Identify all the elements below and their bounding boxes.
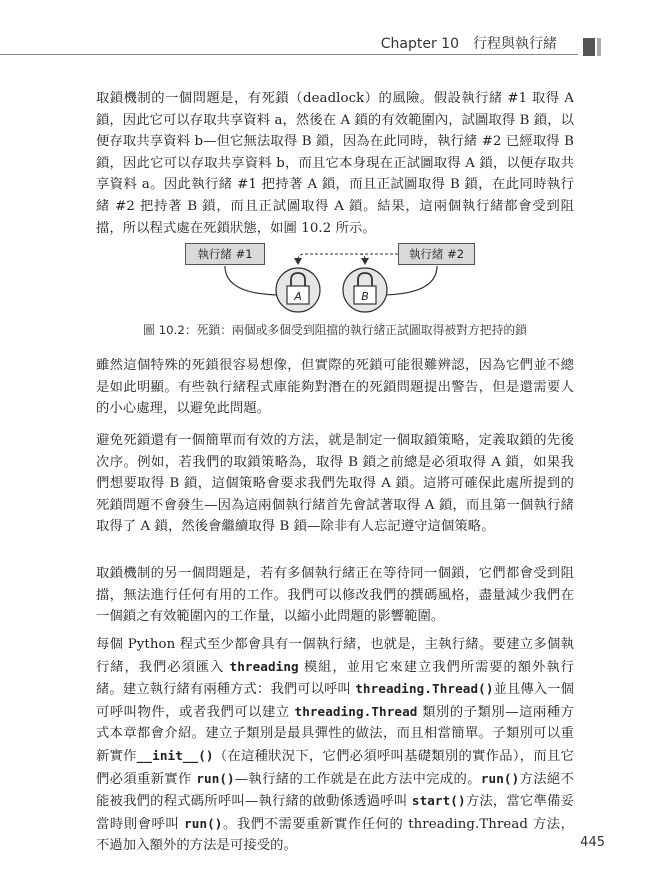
figure-caption: 圖 10.2：死鎖：兩個或多個受到阻擋的執行緒正試圖取得被對方把持的鎖 — [143, 323, 527, 337]
code-threading-module: threading — [229, 658, 299, 674]
lock-b-label: B — [361, 290, 369, 303]
header-rule — [0, 54, 578, 55]
thread-2-box: 執行緒 #2 — [398, 243, 475, 265]
text-run: 模組，並用它來建立我們所需要的額外執行緒。建立執行緒有兩種方式：我們可以呼叫 — [96, 659, 574, 698]
code-start-method: start() — [411, 793, 466, 809]
code-run-method: run() — [480, 770, 520, 786]
text-run: （在這種狀況下，它們必須呼叫基礎類別的實作品），而且它們必須重新實作 — [96, 748, 574, 787]
thread-1-wants-b-arrow — [310, 254, 365, 264]
header-tab-marker — [583, 38, 595, 56]
deadlock-diagram-graphics — [185, 240, 475, 315]
paragraph-lock-contention: 取鎖機制的另一個問題是，若有多個執行緒正在等待同一個鎖，它們都會受到阻擋，無法進行任何有用的工作。我們可以修改我們的撰碼風格，盡量減少我們在一個鎖之有效範圍內的工作量，以縮小此問題的影響範圍。 — [96, 566, 574, 625]
thread-1-box: 執行緒 #1 — [185, 243, 265, 265]
paragraph-deadlock-difficulty: 雖然這個特殊的死鎖很容易想像，但實際的死鎖可能很難辨認，因為它們並不總是如此明顯。有些執行緒程式庫能夠對潛在的死鎖問題提出警告，但是還需要人的小心處理，以避免此問題。 — [96, 358, 574, 417]
chapter-heading: Chapter 10 行程與執行緒 — [380, 36, 557, 52]
header-tab-marker-light — [597, 38, 601, 56]
code-init-method: __init__() — [136, 747, 214, 763]
text-run: 類別的子類別—這兩種方式本章都會介紹。建立子類別是最具彈性的做法，而且相當簡單。子類別可以重新實作 — [96, 704, 574, 764]
code-run-method: run() — [184, 815, 223, 831]
code-threading-thread-class: threading.Thread — [294, 703, 418, 719]
thread-2-wants-a-arrow — [298, 254, 398, 264]
page-number: 445 — [580, 835, 605, 850]
text-run: 每個 Python 程式至少都會具有一個執行緒，也就是，主執行緒。要建立多個執行緒，我們必須匯入 — [96, 637, 574, 675]
text-run: —執行緒的工作就是在此方法中完成的。 — [234, 771, 481, 787]
text-run: 。我們不需要重新實作任何的 threading.Thread 方法，不過加入額外的方法是可接受的。 — [96, 816, 574, 854]
text-run: 方法，當它準備妥當時則會呼叫 — [96, 794, 574, 832]
text-run: 方法絕不能被我們的程式碼所呼叫—執行緒的啟動係透過呼叫 — [96, 771, 574, 810]
lock-a-label: A — [294, 290, 302, 303]
thread-1-holds-a-curve — [225, 266, 283, 295]
paragraph-lock-policy: 避免死鎖還有一個簡單而有效的方法，就是制定一個取鎖策略，定義取鎖的先後次序。例如，若我們的取鎖策略為，取得 B 鎖之前總是必須取得 A 鎖，如果我們想要取得 B 鎖，這個策略會要求我們先取得 A 鎖。這將可確保此處所提到的死鎖問題不會發生—因為這兩個執行緒首先會試著取得 A 鎖，而且第一個執行緒取得了 A 鎖，然後會繼續取得 B 鎖—除非有人忘記遵守這個策略。 — [96, 433, 574, 535]
thread-2-holds-b-curve — [379, 266, 437, 295]
code-threading-thread-call: threading.Thread() — [355, 681, 494, 697]
deadlock-diagram — [185, 240, 475, 315]
paragraph-python-threading — [96, 634, 574, 857]
code-run-method: run() — [196, 770, 235, 786]
paragraph-deadlock-intro: 取鎖機制的一個問題是，有死鎖（deadlock）的風險。假設執行緒 #1 取得 A 鎖，因此它可以存取共享資料 a，然後在 A 鎖的有效範圍內，試圖取得 B 鎖，以便存取共享資料 b—但它無法取得 B 鎖，因為在此同時，執行緒 #2 已經取得 B 鎖，因此它可以存取共享資料 b，而且它本身現在正試圖取得 A 鎖，以便存取共享資料 a。因此執行緒 #1 把持著 A 鎖，而且正試圖取得 B 鎖，在此同時執行緒 #2 把持著 B 鎖，而且正試圖取得 A 鎖。結果，這兩個執行緒都會受到阻擋，所以程式處在死鎖狀態，如圖 10.2 所示。 — [96, 91, 574, 236]
text-run: 並且傳入一個可呼叫物件，或者我們可以建立 — [96, 682, 574, 720]
